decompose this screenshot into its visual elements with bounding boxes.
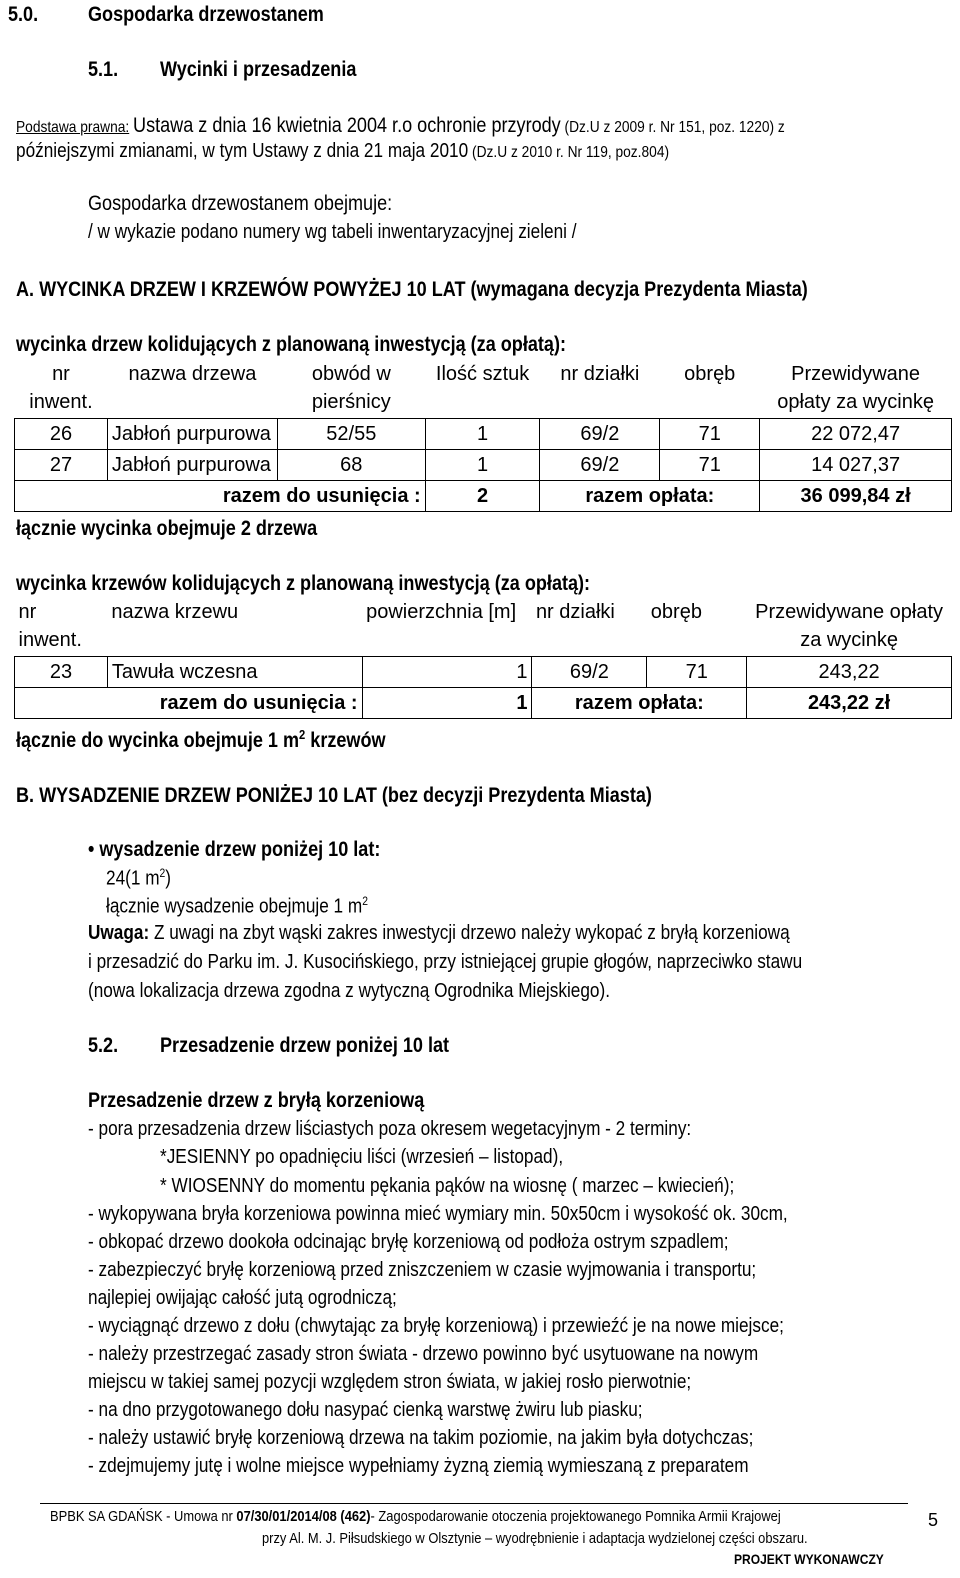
cell: 69/2	[540, 450, 660, 481]
col-header: nazwa drzewa	[128, 363, 257, 385]
cell: Jabłoń purpurowa	[107, 419, 277, 450]
note-line1: Uwaga: Z uwagi na zbyt wąski zakres inwestycji drzewo należy wykopać z bryłą korzeniową	[88, 922, 790, 944]
shrubs-heading: wycinka krzewów kolidujących z planowaną inwestycją (za opłatą):	[16, 572, 591, 595]
transplant-line: najlepiej owijając całość jutą ogrodniczą;	[88, 1287, 397, 1309]
legal-basis-line2: późniejszymi zmianami, w tym Ustawy z dnia 21 maja 2010 (Dz.U z 2010 r. Nr 119, poz.804)	[16, 140, 670, 162]
fee-value: 36 099,84 zł	[760, 481, 952, 512]
cell: 68	[277, 450, 425, 481]
cell: 14 027,37	[760, 450, 952, 481]
transplant-heading: Przesadzenie drzew z bryłą korzeniową	[88, 1089, 425, 1112]
transplant-line: - pora przesadzenia drzew liściastych poza okresem wegetacyjnym - 2 terminy:	[88, 1118, 692, 1140]
cell: 22 072,47	[760, 419, 952, 450]
subsection-number: 5.1.	[88, 58, 119, 81]
trees-summary: łącznie wycinka obejmuje 2 drzewa	[16, 517, 318, 540]
cell: 1	[362, 657, 532, 688]
footer-line1: BPBK SA GDAŃSK - Umowa nr 07/30/01/2014/08 (462)- Zagospodarowanie otoczenia projektowanego Pomnika Armii Krajowej	[50, 1508, 781, 1525]
transplant-line: - należy ustawić bryłę korzeniową drzewa na takim poziomie, na jakim była dotychczas;	[88, 1427, 754, 1449]
col-header: nr inwent.	[29, 363, 93, 413]
section-number: 5.0.	[8, 3, 39, 26]
section-title: Gospodarka drzewostanem	[88, 3, 324, 26]
transplant-line: - należy przestrzegać zasady stron świata - drzewo powinno być usytuowane na nowym	[88, 1343, 759, 1365]
cell: 1	[425, 419, 540, 450]
planting-line1: 24(1 $m^2$)	[106, 866, 172, 890]
cell: 69/2	[540, 419, 660, 450]
transplant-line: - zabezpieczyć bryłę korzeniową przed zniszczeniem w czasie wyjmowania i transportu;	[88, 1259, 757, 1281]
cell: Jabłoń purpurowa	[107, 450, 277, 481]
table-row	[15, 419, 952, 450]
legal-basis-line1: Podstawa prawna: Ustawa z dnia 16 kwietnia 2004 r.o ochronie przyrody (Dz.U z 2009 r. Nr 151, poz. 1220) z	[16, 114, 785, 137]
cell: 243,22	[747, 657, 952, 688]
shrubs-header-row	[15, 598, 952, 657]
transplant-line: - wyciągnąć drzewo z dołu (chwytając za bryłę korzeniową) i przewieźć je na nowe miejsce;	[88, 1315, 784, 1337]
legal-basis-label: Podstawa prawna:	[16, 119, 130, 136]
footer-divider	[40, 1503, 908, 1504]
fee-value: 243,22 zł	[747, 688, 952, 719]
shrubs-total-row	[15, 688, 952, 719]
table-row	[15, 450, 952, 481]
col-header: obręb	[650, 601, 702, 623]
transplant-line: - obkopać drzewo dookoła odcinając bryłę korzeniową od podłoża ostrym szpadlem;	[88, 1231, 729, 1253]
col-header: nr działki	[535, 601, 615, 623]
shrubs-summary: łącznie do wycinka obejmuje 1 $m^2$ krzewów	[16, 727, 386, 752]
bullet-icon: •	[88, 838, 100, 861]
col-header: obwód w pierśnicy	[311, 363, 391, 413]
cell: 1	[425, 450, 540, 481]
col-header: Ilość sztuk	[435, 363, 530, 385]
transplant-line: miejscu w takiej samej pozycji względem stron świata, w jakiej rosło pierwotnie;	[88, 1371, 692, 1393]
transplant-line: - zdejmujemy jutę i wolne miejsce wypełniamy żyzną ziemią wymieszaną z preparatem	[88, 1455, 749, 1477]
scope-heading: Gospodarka drzewostanem obejmuje:	[88, 192, 393, 215]
cell: 27	[15, 450, 108, 481]
col-header: nazwa krzewu	[111, 601, 239, 623]
col-header: obręb	[684, 363, 736, 385]
cell: 71	[660, 419, 760, 450]
transplant-line: - na dno przygotowanego dołu nasypać cienką warstwę żwiru lub piasku;	[88, 1399, 643, 1421]
note-line2: i przesadzić do Parku im. J. Kusocińskiego, przy istniejącej grupie głogów, naprzeciwko stawu	[88, 951, 803, 973]
footer-line2: przy Al. M. J. Piłsudskiego w Olsztynie – wyodrębnienie i adaptacja wydzielonej części obszaru.	[262, 1530, 808, 1547]
subsection2-title: Przesadzenie drzew poniżej 10 lat	[160, 1034, 450, 1057]
scope-note: / w wykazie podano numery wg tabeli inwentaryzacyjnej zieleni /	[88, 221, 577, 243]
trees-header-row	[15, 360, 952, 419]
subsection2-number: 5.2.	[88, 1034, 119, 1057]
page-number: 5	[928, 1510, 939, 1530]
trees-heading: wycinka drzew kolidujących z planowaną inwestycją (za opłatą):	[16, 333, 566, 356]
section-b-title: B. WYSADZENIE DRZEW PONIŻEJ 10 LAT (bez decyzji Prezydenta Miasta)	[16, 784, 652, 807]
transplant-line: *JESIENNY po opadnięciu liści (wrzesień – listopad),	[160, 1146, 564, 1168]
note-label: Uwaga:	[88, 922, 150, 944]
table-row	[15, 657, 952, 688]
cell: 69/2	[532, 657, 647, 688]
planting-line2: łącznie wysadzenie obejmuje 1 $m^2$	[106, 894, 368, 918]
cell: Tawuła wczesna	[107, 657, 362, 688]
total-label: razem do usunięcia :	[15, 688, 363, 719]
col-header: Przewidywane opłaty za wycinkę	[777, 363, 934, 413]
cell: 71	[647, 657, 747, 688]
transplant-line: * WIOSENNY do momentu pękania pąków na wiosnę ( marzec – kwiecień);	[160, 1175, 735, 1197]
cell: 52/55	[277, 419, 425, 450]
total-label: razem do usunięcia :	[15, 481, 426, 512]
note-line3: (nowa lokalizacja drzewa zgodna z wytyczną Ogrodnika Miejskiego).	[88, 980, 610, 1002]
trees-total-row	[15, 481, 952, 512]
total-count: 1	[362, 688, 532, 719]
col-header: Przewidywane opłaty za wycinkę	[755, 601, 944, 651]
col-header: nr inwent.	[18, 601, 82, 651]
cell: 71	[660, 450, 760, 481]
col-header: nr działki	[560, 363, 640, 385]
fee-label: razem opłata:	[532, 688, 747, 719]
transplant-line: - wykopywana bryła korzeniowa powinna mieć wymiary min. 50x50cm i wysokość ok. 30cm,	[88, 1203, 788, 1225]
col-header: powierzchnia [m]	[366, 601, 517, 623]
trees-table	[14, 360, 952, 512]
subsection-title: Wycinki i przesadzenia	[160, 58, 357, 81]
footer-line3: PROJEKT WYKONAWCZY	[734, 1551, 884, 1567]
bullet-item: • wysadzenie drzew poniżej 10 lat:	[88, 838, 381, 861]
fee-label: razem opłata:	[540, 481, 760, 512]
cell: 26	[15, 419, 108, 450]
shrubs-table	[14, 598, 952, 719]
total-count: 2	[425, 481, 540, 512]
section-a-title: A. WYCINKA DRZEW I KRZEWÓW POWYŻEJ 10 LAT (wymagana decyzja Prezydenta Miasta)	[16, 278, 808, 301]
cell: 23	[15, 657, 108, 688]
